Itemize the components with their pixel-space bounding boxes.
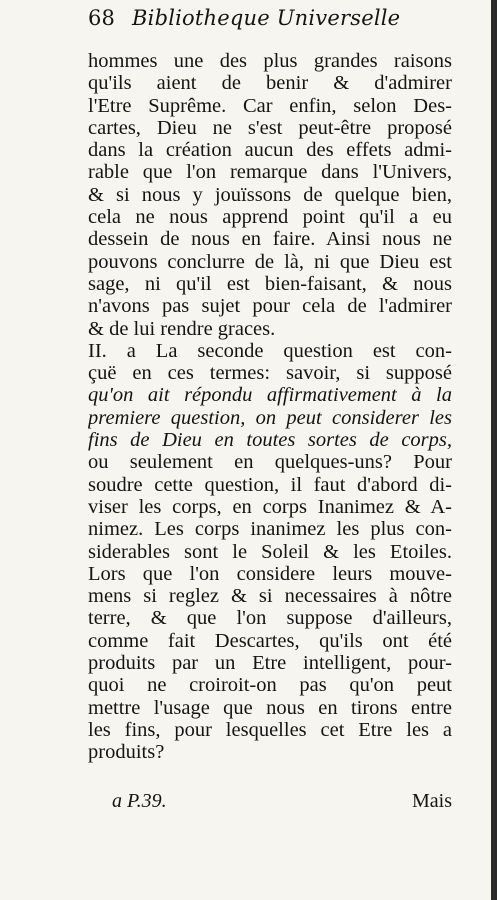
text-line: & si nous y jouïssons de quelque bien, xyxy=(88,183,452,206)
text-line: mettre l'usage que nous en tirons entre xyxy=(88,696,452,719)
text-line: viser les corps, en corps Inanimez & A- xyxy=(88,495,452,518)
page-footer xyxy=(112,790,452,813)
text-line: hommes une des plus grandes raisons xyxy=(88,50,452,72)
text-line: quoi ne croiroit-on pas qu'on peut xyxy=(88,674,452,697)
text-line: produits par un Etre intelligent, pour- xyxy=(88,652,452,675)
text-line: nimez. Les corps inanimez les plus con- xyxy=(88,518,452,541)
text-line: cela ne nous apprend point qu'il a eu xyxy=(88,206,452,229)
text-line: pouvons conclurre de là, ni que Dieu est xyxy=(88,250,452,273)
text-line: qu'ils aient de benir & d'admirer xyxy=(88,72,452,95)
text-line: cartes, Dieu ne s'est peut-être proposé xyxy=(88,116,452,139)
text-line: dans la création aucun des effets admi- xyxy=(88,139,452,162)
page-edge-shadow xyxy=(491,0,497,900)
text-line: comme fait Descartes, qu'ils ont été xyxy=(88,629,452,652)
catchword: Mais xyxy=(412,790,452,812)
text-line: siderables sont le Soleil & les Etoiles. xyxy=(88,540,452,563)
body-text xyxy=(88,50,452,764)
page-number: 68 xyxy=(88,6,116,30)
footnote: a P.39. xyxy=(112,790,167,812)
text-line: soudre cette question, il faut d'abord di- xyxy=(88,473,452,496)
text-line: sage, ni qu'il est bien-faisant, & nous xyxy=(88,272,452,295)
text-line: Lors que l'on considere leurs mouve- xyxy=(88,562,452,585)
text-line: n'avons pas sujet pour cela de l'admirer xyxy=(88,295,452,318)
text-line: fins de Dieu en toutes sortes de corps, xyxy=(88,429,452,452)
text-line: qu'on ait répondu affirmativement à la xyxy=(88,384,452,407)
text-line: terre, & que l'on suppose d'ailleurs, xyxy=(88,607,452,630)
text-line: II. a La seconde question est con- xyxy=(88,339,452,362)
text-line: l'Etre Suprême. Car enfin, selon Des- xyxy=(88,94,452,117)
text-line: ou seulement en quelques-uns? Pour xyxy=(88,451,452,474)
text-line: dessein de nous en faire. Ainsi nous ne xyxy=(88,228,452,251)
page-header xyxy=(88,6,448,30)
text-line: premiere question, on peut considerer les xyxy=(88,406,452,429)
text-line: çuë en ces termes: savoir, si supposé xyxy=(88,362,452,385)
text-line: mens si reglez & si necessaires à nôtre xyxy=(88,585,452,608)
text-line: les fins, pour lesquelles cet Etre les a xyxy=(88,718,452,741)
text-line: produits? xyxy=(88,741,165,764)
text-line: rable que l'on remarque dans l'Univers, xyxy=(88,161,452,184)
text-line: & de lui rendre graces. xyxy=(88,317,276,340)
running-title: Bibliotheque Universelle xyxy=(132,6,401,30)
